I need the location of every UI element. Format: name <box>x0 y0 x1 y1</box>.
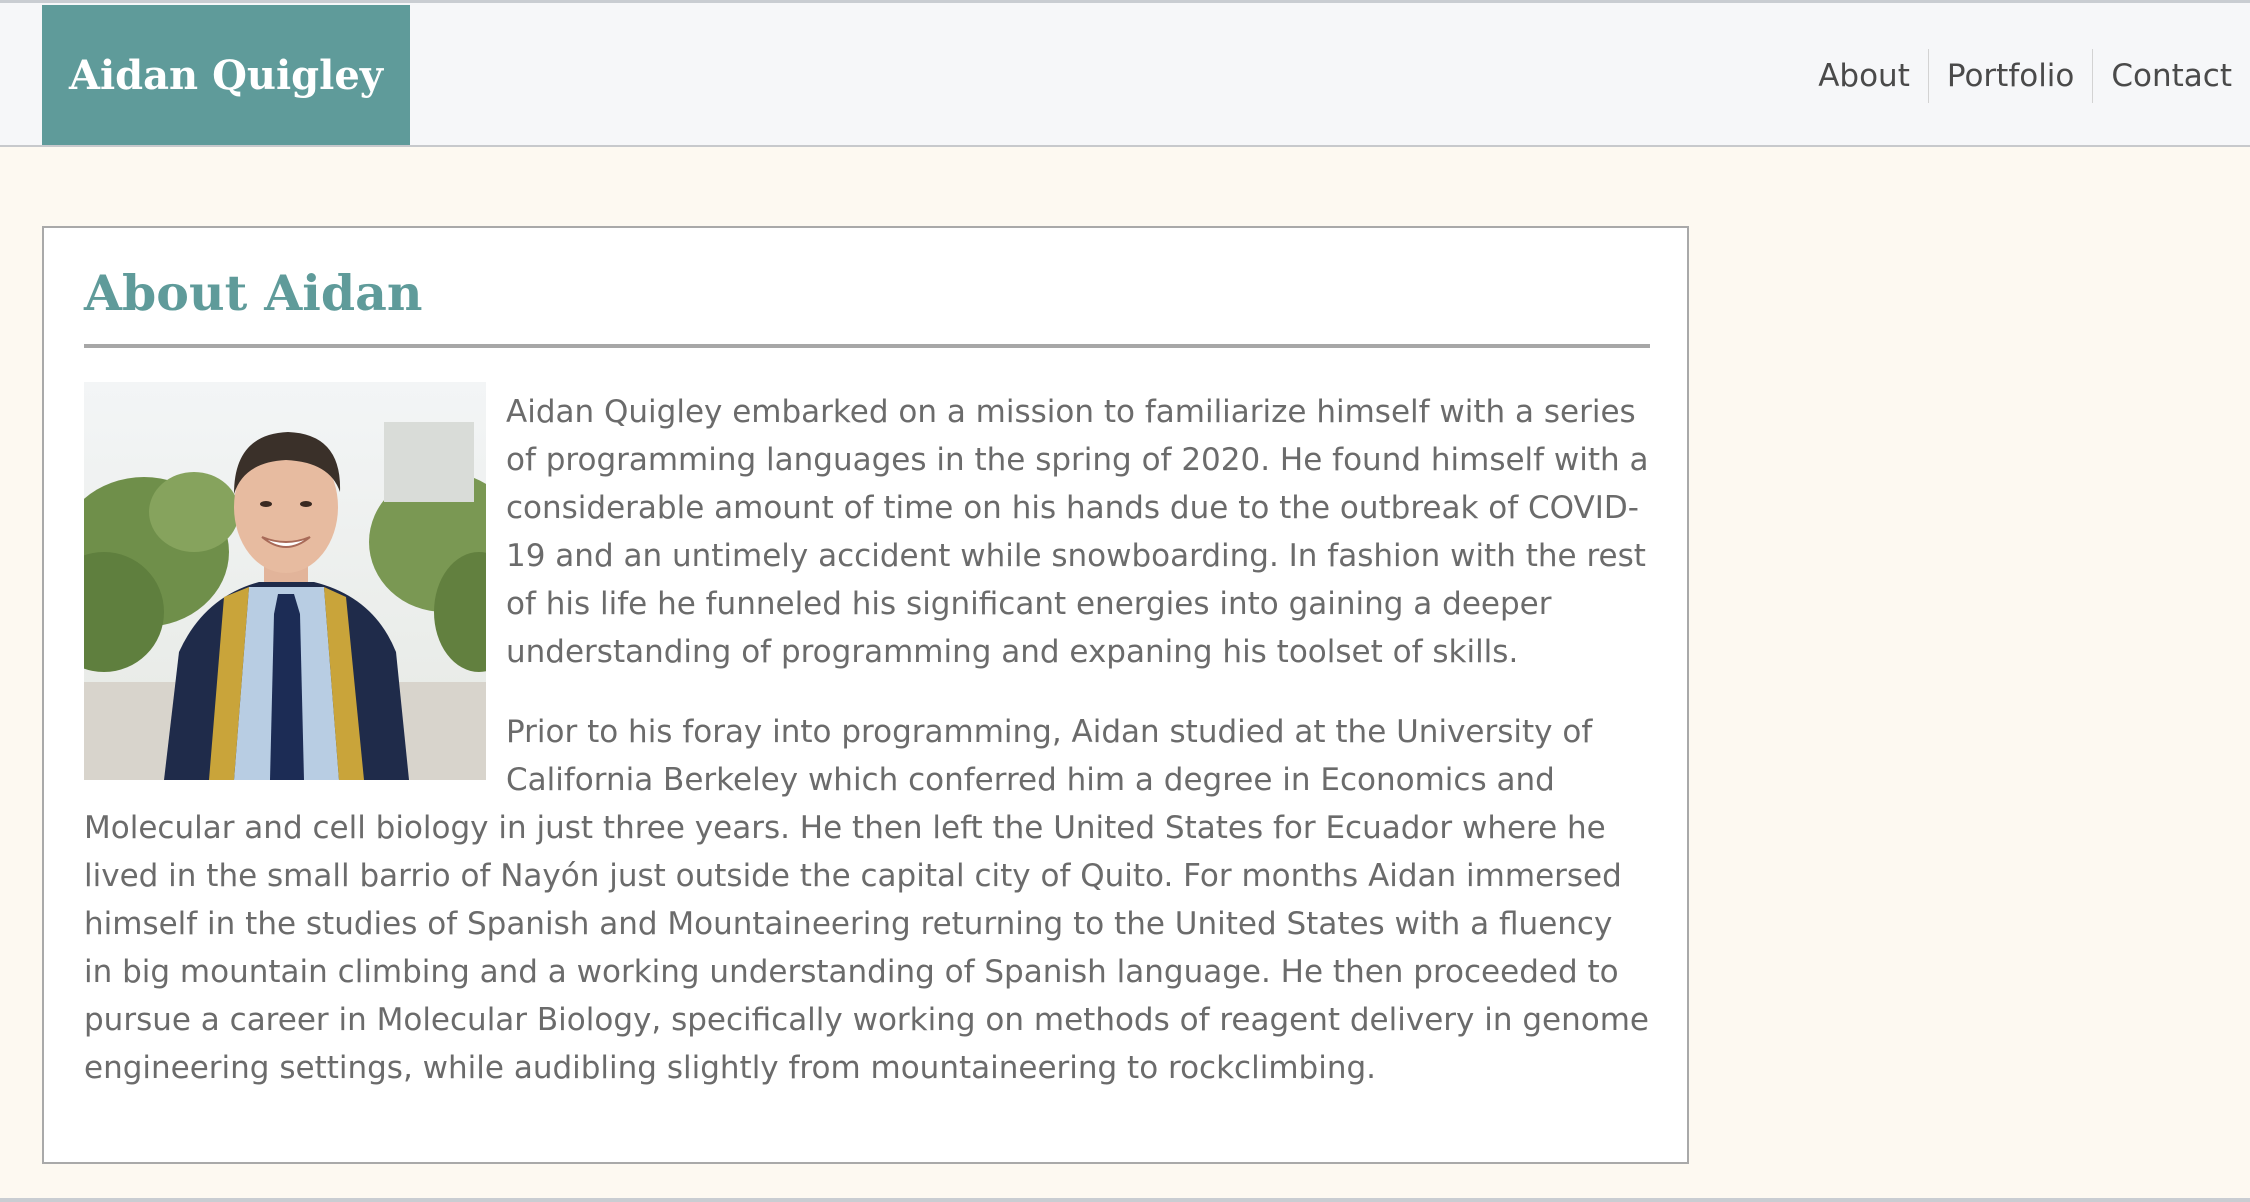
site-header <box>0 3 2250 147</box>
brand-logo-link[interactable]: Aidan Quigley <box>42 5 410 145</box>
about-paragraph-2: Prior to his foray into programming, Aidan studied at the University of California Berkeley which conferred him a degree in Economics and Molecular and cell biology in just three years. He then left the United States for Ecuador where he lived in the small barrio of Nayón just outside the capital city of Quito. For months Aidan immersed himself in the studies of Spanish and Mountaineering returning to the United States with a fluency in big mountain climbing and a working understanding of Spanish language. He then proceeded to pursue a career in Molecular Biology, specifically working on methods of reagent delivery in genome engineering settings, while audibling slightly from mountaineering to rockclimbing. <box>84 714 1649 1086</box>
bottom-border <box>0 1198 2250 1202</box>
nav-portfolio-link[interactable]: Portfolio <box>1928 49 2093 103</box>
heading-divider <box>84 344 1650 348</box>
portrait-photo <box>84 382 486 780</box>
about-card <box>42 226 1689 1164</box>
about-heading: About Aidan <box>84 264 423 322</box>
about-paragraph-1: Aidan Quigley embarked on a mission to familiarize himself with a series of programming languages in the spring of 2020. He found himself with a considerable amount of time on his hands due to the outbreak of COVID-19 and an untimely accident while snowboarding. In fashion with the rest of his life he funneled his significant energies into gaining a deeper understanding of programming and expaning his toolset of skills. <box>506 394 1649 670</box>
main-nav <box>1800 49 2250 103</box>
nav-about-link[interactable]: About <box>1818 58 1910 94</box>
about-body <box>84 388 1650 1124</box>
nav-contact-link[interactable]: Contact <box>2092 49 2250 103</box>
